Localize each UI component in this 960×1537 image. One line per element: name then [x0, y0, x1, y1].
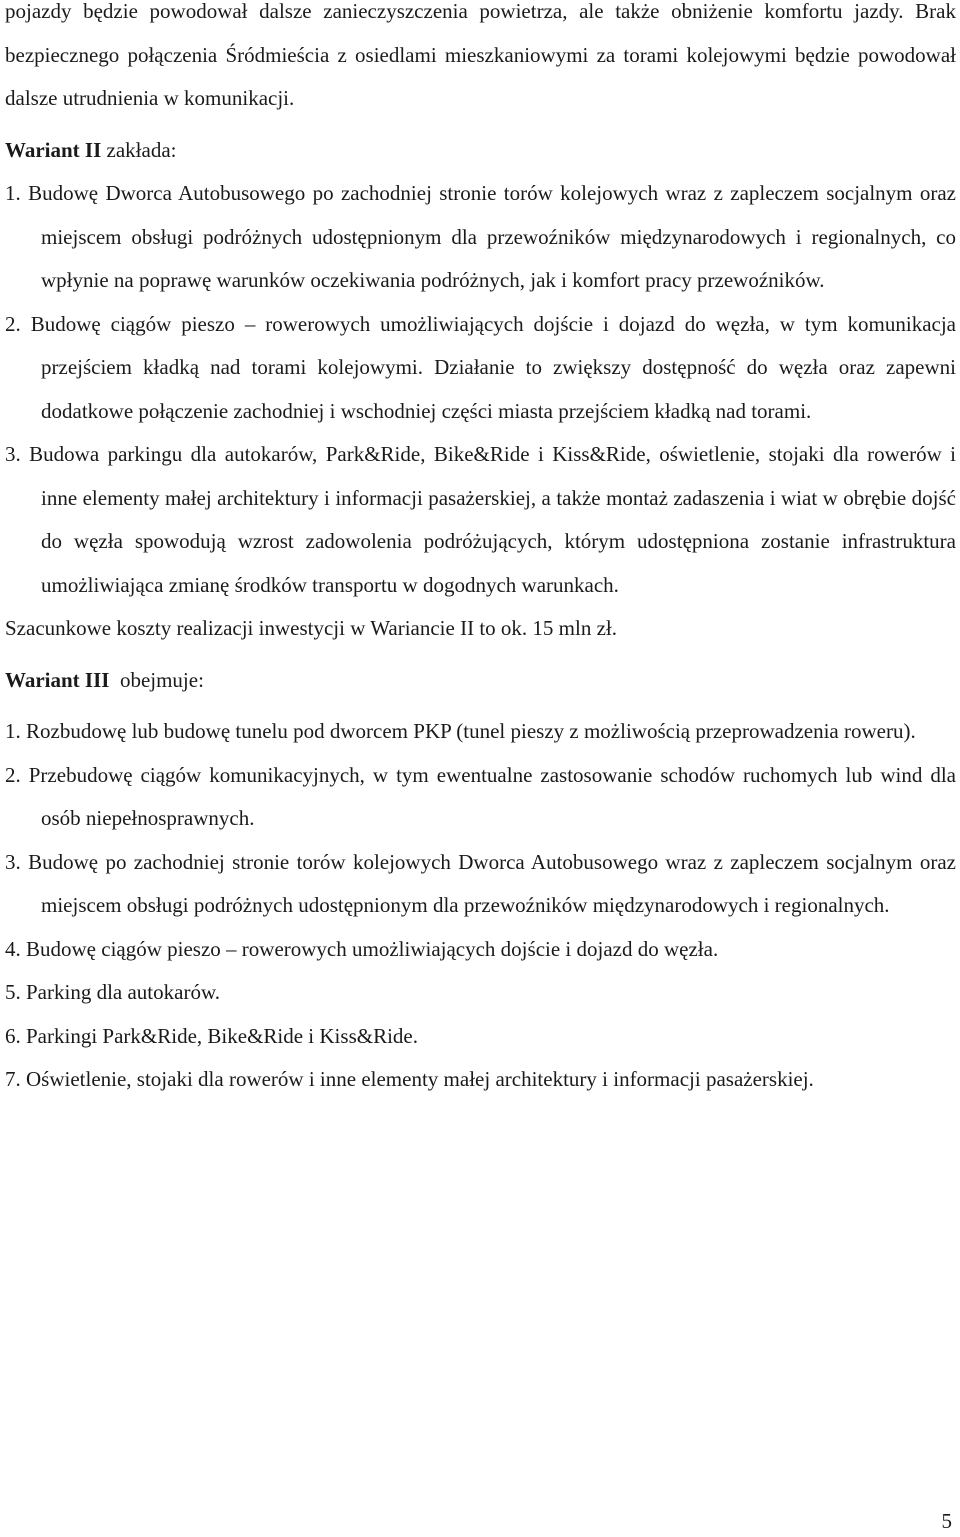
- variant-2-heading-bold: Wariant II: [5, 137, 102, 162]
- variant-3-heading: [5, 659, 956, 703]
- document-page: [5, 0, 956, 1102]
- variant-3-item-3: 3. Budowę po zachodniej stronie torów kolejowych Dworca Autobusowego wraz z zapleczem socjalnym oraz miejscem obsługi podróżnych udostępnionym dla przewoźników międzynarodowych i regionalnych.: [5, 849, 956, 917]
- variant-2-list: [5, 172, 956, 607]
- variant-3-item-6: 6. Parkingi Park&Ride, Bike&Ride i Kiss&Ride.: [5, 1023, 418, 1048]
- intro-paragraph: pojazdy będzie powodował dalsze zanieczyszczenia powietrza, ale także obniżenie komfortu jazdy. Brak bezpiecznego połączenia Śródmieścia z osiedlami mieszkaniowymi za torami kolejowymi będzie powodował dalsze utrudnienia w komunikacji.: [5, 0, 956, 110]
- variant-2-heading: [5, 129, 956, 173]
- variant-2-item-2: 2. Budowę ciągów pieszo – rowerowych umożliwiających dojście i dojazd do węzła, w tym komunikacja przejściem kładką nad torami kolejowymi. Działanie to zwiększy dostępność do węzła oraz zapewni dodatkowe połączenie zachodniej i wschodniej części miasta przejściem kładką nad torami.: [5, 311, 956, 423]
- page-number: 5: [941, 1509, 952, 1533]
- variant-2-item-1: 1. Budowę Dworca Autobusowego po zachodniej stronie torów kolejowych wraz z zapleczem socjalnym oraz miejscem obsługi podróżnych udostępnionym dla przewoźników międzynarodowych i regionalnych, co wpłynie na poprawę warunków oczekiwania podróżnych, jak i komfort pracy przewoźników.: [5, 181, 956, 292]
- variant-3-item-4: 4. Budowę ciągów pieszo – rowerowych umożliwiających dojście i dojazd do węzła.: [5, 936, 719, 961]
- variant-2-heading-rest: zakłada:: [101, 137, 177, 162]
- variant-2-item-3: 3. Budowa parkingu dla autokarów, Park&Ride, Bike&Ride i Kiss&Ride, oświetlenie, stojaki dla rowerów i inne elementy małej architektury i informacji pasażerskiej, a także montaż zadaszenia i wiat w obrębie dojść do węzła spowodują wzrost zadowolenia podróżujących, którym udostępniona zostanie infrastruktura umożliwiająca zmianę środków transportu w dogodnych warunkach.: [5, 442, 956, 597]
- variant-3-heading-rest: obejmuje:: [109, 667, 204, 692]
- variant-3-heading-bold: Wariant III: [5, 667, 110, 692]
- variant-3-item-1: 1. Rozbudowę lub budowę tunelu pod dworcem PKP (tunel pieszy z możliwością przeprowadzenia roweru).: [5, 719, 916, 743]
- variant-2-cost: Szacunkowe koszty realizacji inwestycji w Wariancie II to ok. 15 mln zł.: [5, 616, 617, 640]
- variant-3-item-5: 5. Parking dla autokarów.: [5, 980, 221, 1004]
- variant-3-item-7: 7. Oświetlenie, stojaki dla rowerów i inne elementy małej architektury i informacji pasażerskiej.: [5, 1067, 814, 1091]
- variant-3-list: [5, 710, 956, 1102]
- variant-3-item-2: 2. Przebudowę ciągów komunikacyjnych, w tym ewentualne zastosowanie schodów ruchomych lub wind dla osób niepełnosprawnych.: [5, 762, 956, 830]
